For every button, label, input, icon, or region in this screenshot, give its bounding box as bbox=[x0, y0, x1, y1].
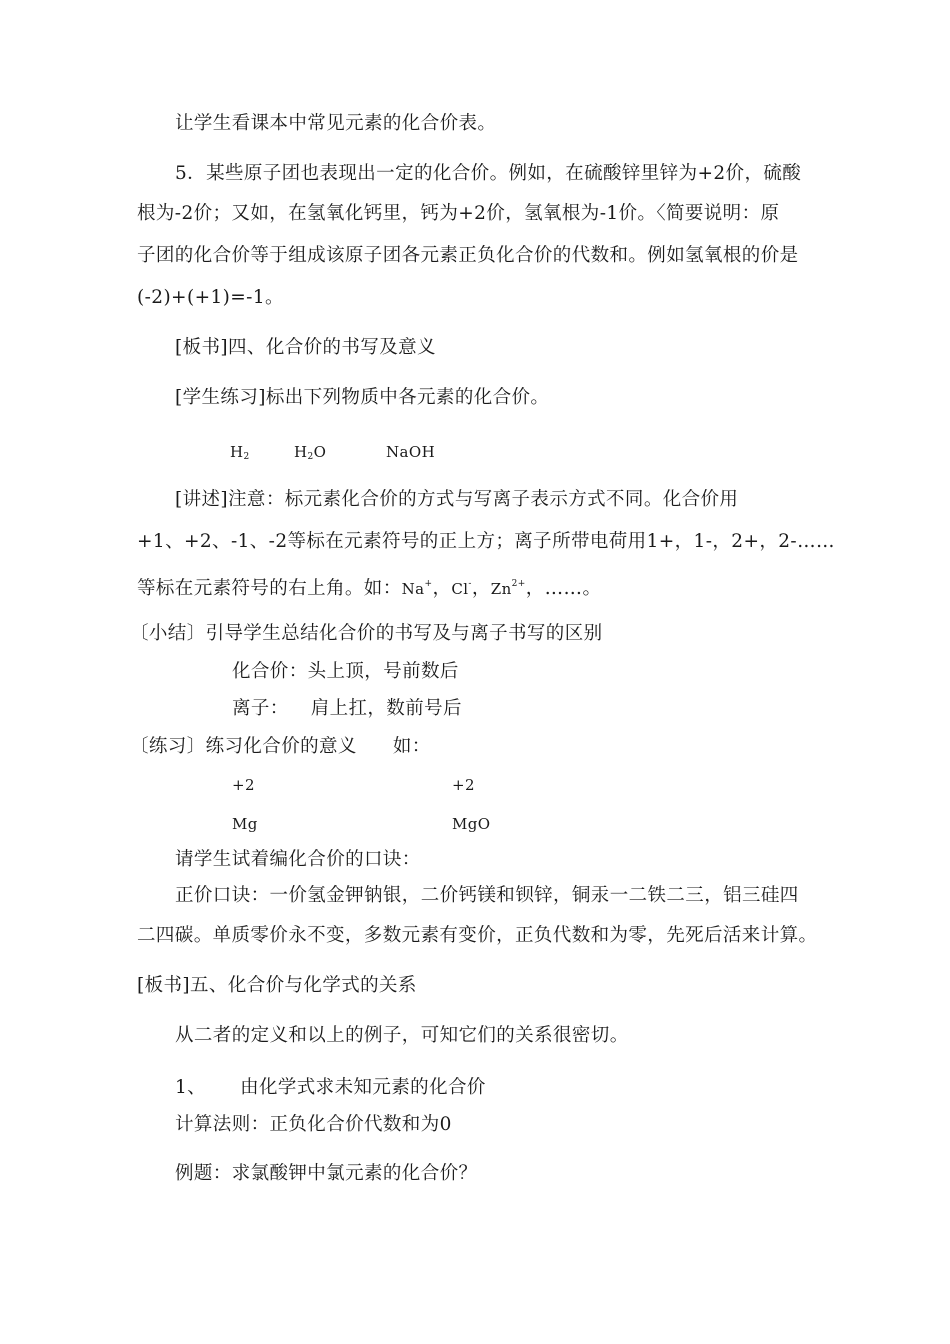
paragraph-line: (-2)+(+1)=-1。 bbox=[137, 287, 284, 308]
formula-mgo: MgO bbox=[452, 815, 491, 833]
numbered-item: 1、 由化学式求未知元素的化合价 bbox=[175, 1077, 486, 1098]
section-heading: 〔练习〕练习化合价的意义 如： bbox=[130, 736, 431, 757]
formula-mg: Mg bbox=[232, 815, 258, 833]
paragraph-line: +1、+2、-1、-2等标在元素符号的正上方；离子所带电荷用1+，1-，2+，2-…… bbox=[137, 531, 835, 552]
paragraph-line: 计算法则：正负化合价代数和为0 bbox=[175, 1114, 452, 1135]
paragraph-line: 从二者的定义和以上的例子，可知它们的关系很密切。 bbox=[175, 1025, 629, 1046]
paragraph-line: [学生练习]标出下列物质中各元素的化合价。 bbox=[175, 387, 550, 408]
paragraph-line: 请学生试着编化合价的口诀： bbox=[175, 849, 421, 870]
formula-naoh: NaOH bbox=[386, 443, 436, 461]
formula-h2: $H_2$ bbox=[230, 443, 250, 462]
paragraph-line: [讲述]注意：标元素化合价的方式与写离子表示方式不同。化合价用 bbox=[175, 489, 739, 510]
formula-h2o: $H_2O$ bbox=[294, 443, 327, 462]
ions-example-line: 等标在元素符号的右上角。如：Na+，Cl-，$Zn^{2+}$，……。 bbox=[137, 578, 602, 599]
paragraph-line: 例题：求氯酸钾中氯元素的化合价？ bbox=[175, 1163, 478, 1184]
section-heading: [板书]五、化合价与化学式的关系 bbox=[137, 975, 417, 996]
paragraph-line: 正价口诀：一价氢金钾钠银，二价钙镁和钡锌，铜汞一二铁二三，铝三硅四 bbox=[175, 885, 799, 906]
section-heading: 〔小结〕引导学生总结化合价的书写及与离子书写的区别 bbox=[130, 623, 603, 644]
rule-line: 化合价：头上顶，号前数后 bbox=[232, 661, 459, 682]
valence-mark: +2 bbox=[232, 776, 255, 794]
paragraph-line: 子团的化合价等于组成该原子团各元素正负化合价的代数和。例如氢氧根的价是 bbox=[137, 245, 799, 266]
paragraph-line: 5．某些原子团也表现出一定的化合价。例如，在硫酸锌里锌为+2价，硫酸 bbox=[175, 163, 802, 184]
paragraph-line: 二四碳。单质零价永不变，多数元素有变价，正负代数和为零，先死后活来计算。 bbox=[137, 925, 818, 946]
paragraph-line: 根为-2价；又如，在氢氧化钙里，钙为+2价，氢氧根为-1价。〈简要说明：原 bbox=[137, 203, 780, 224]
section-heading: [板书]四、化合价的书写及意义 bbox=[175, 337, 436, 358]
rule-line: 离子： 肩上扛，数前号后 bbox=[232, 698, 462, 719]
paragraph-line: 让学生看课本中常见元素的化合价表。 bbox=[175, 113, 497, 134]
valence-mark: +2 bbox=[452, 776, 475, 794]
